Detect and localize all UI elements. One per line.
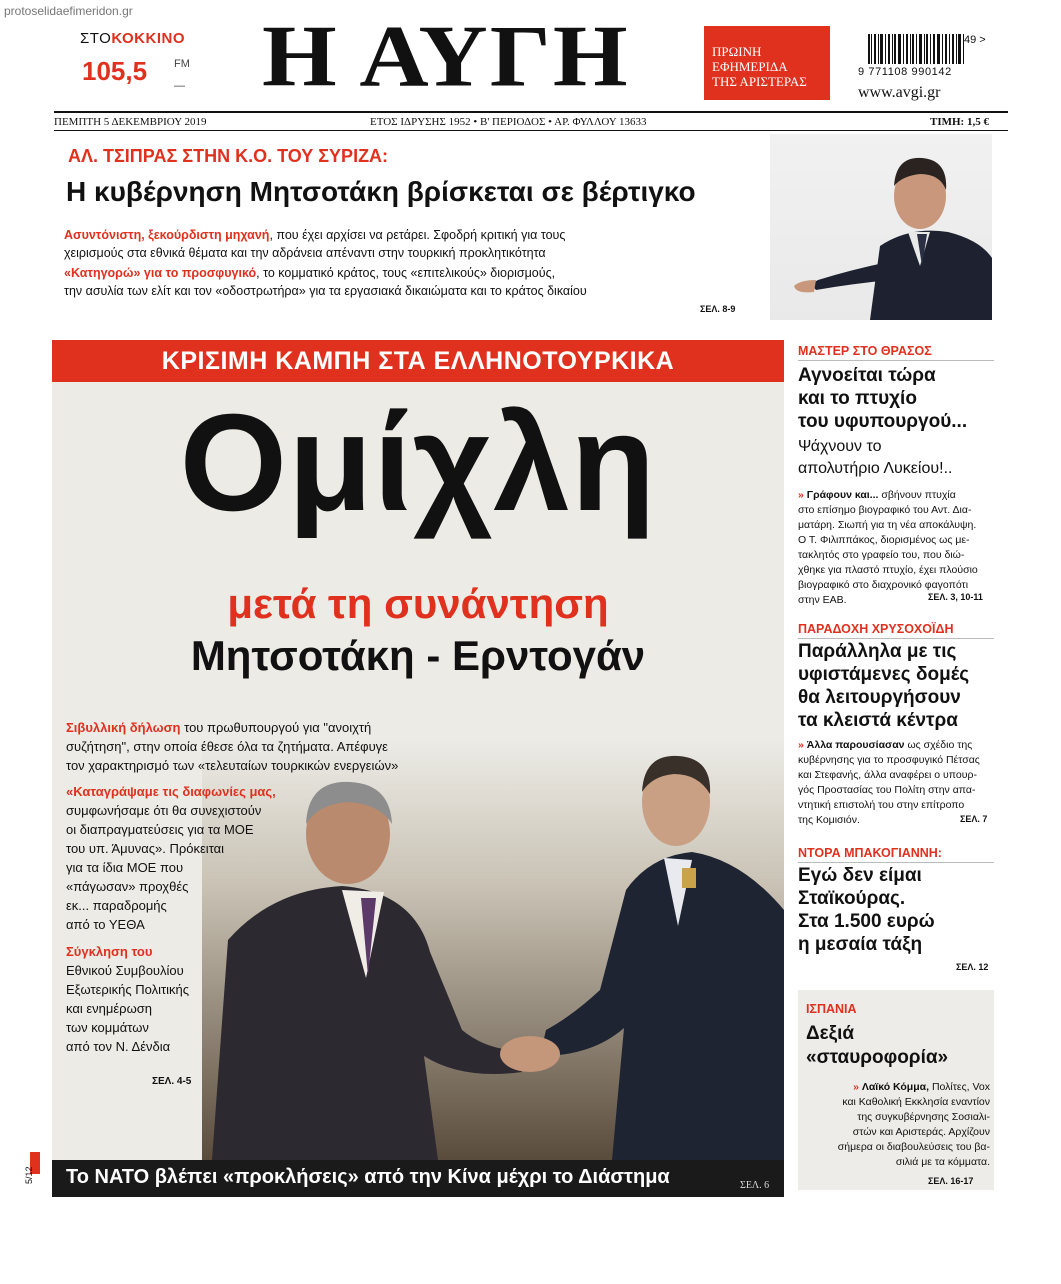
top-story-line: την ασυλία των ελίτ και τον «οδοστρωτήρα» για τα εργασιακά δικαιώματα και το κράτος δικαίου [64, 284, 587, 298]
dateline-rule [54, 130, 1008, 131]
lead-story-lead: Σύγκληση του [66, 944, 153, 959]
top-story-text: , το κομματικό κράτος, τους «επιτελικούς» διορισμούς, [256, 266, 556, 280]
sidebar-page: ΣΕΛ. 7 [960, 814, 988, 824]
sidebar-rule [798, 360, 994, 361]
radio-name-prefix: ΣΤΟ [80, 30, 112, 47]
sidebar-lead: Γράφουν και... [806, 489, 879, 501]
sidebar-body-line: χθηκε για πλαστό πτυχίο, έχει πλούσιο [798, 564, 978, 576]
lead-story-headline[interactable]: Ομίχλη [179, 386, 657, 540]
lead-story-subhead: Μητσοτάκη - Ερντογάν [190, 632, 646, 679]
sidebar-body-line: στο επίσημο βιογραφικό του Αντ. Δια- [798, 504, 972, 516]
sidebar-page: ΣΕΛ. 3, 10-11 [928, 592, 983, 602]
sidebar-text: ως σχέδιο της [904, 739, 973, 751]
sidebar-label: ΜΑΣΤΕΡ ΣΤΟ ΘΡΑΣΟΣ [798, 344, 932, 358]
sidebar-headline[interactable]: Σταϊκούρας. [798, 888, 906, 909]
issue-price: ΤΙΜΗ: 1,5 € [930, 116, 989, 128]
lead-story-line [66, 784, 276, 799]
lead-story-line: «πάγωσαν» προχθές [66, 879, 189, 894]
masthead-rule [54, 111, 1008, 113]
top-story-lead: «Κατηγορώ» για το προσφυγικό [64, 266, 257, 280]
sidebar-arrow-icon: » [798, 489, 804, 501]
radio-dash: — [174, 80, 185, 92]
top-story-page: ΣΕΛ. 8-9 [700, 304, 736, 314]
sidebar-body-line: στην ΕΑΒ. [798, 594, 847, 606]
issue-date: ΠΕΜΠΤΗ 5 ΔΕΚΕΜΒΡΙΟΥ 2019 [54, 116, 207, 128]
bottom-strip-page: ΣΕΛ. 6 [740, 1180, 770, 1191]
radio-frequency: 105,5 [82, 56, 148, 86]
top-story-headline[interactable]: Η κυβέρνηση Μητσοτάκη βρίσκεται σε βέρτιγκο [66, 176, 696, 207]
sidebar-body-line: Ο Τ. Φιλιππάκος, διορισμένος ως με- [798, 534, 970, 546]
sidebar-lead: Άλλα παρουσίασαν [806, 739, 905, 751]
sidebar-body-line: γός Προστασίας του Πολίτη στην απα- [798, 784, 976, 796]
tagline-line: ΠΡΩΙΝΗ [712, 44, 762, 59]
lead-story-line [66, 944, 152, 959]
sidebar-label: ΙΣΠΑΝΙΑ [806, 1002, 857, 1016]
lead-story-line: του υπ. Άμυνας». Πρόκειται [66, 841, 225, 856]
sidebar-body-line [806, 1080, 990, 1095]
top-story-kicker: ΑΛ. ΤΣΙΠΡΑΣ ΣΤΗΝ Κ.Ο. ΤΟΥ ΣΥΡΙΖΑ: [68, 146, 389, 166]
sidebar-lead: Λαϊκό Κόμμα, [861, 1081, 930, 1093]
sidebar-label: ΝΤΟΡΑ ΜΠΑΚΟΓΙΑΝΝΗ: [798, 846, 942, 860]
sidebar-body-line: και Στεφανής, άλλα αναφέρει ο υπουρ- [798, 769, 977, 781]
sidebar-headline[interactable]: η μεσαία τάξη [798, 934, 923, 955]
sidebar-body-line: σήμερα οι διαβουλεύσεις του βα- [837, 1141, 990, 1153]
sidebar-body-line: σιλιά με τα κόμματα. [895, 1156, 990, 1168]
radio-name [80, 30, 185, 47]
radio-band: FM [174, 58, 190, 70]
lead-story-line: οι διαπραγματεύσεις για τα ΜΟΕ [66, 822, 254, 837]
lead-story-lead: Σιβυλλική δήλωση [66, 720, 181, 735]
sidebar-headline[interactable]: Παράλληλα με τις [798, 641, 957, 662]
site-watermark: protoselidaefimeridon.gr [4, 4, 133, 18]
lead-story-line: εκ... παραδρομής [66, 898, 167, 913]
sidebar-headline[interactable]: Εγώ δεν είμαι [798, 865, 922, 886]
lead-story-line: Εθνικού Συμβουλίου [66, 963, 184, 978]
sidebar-headline[interactable]: «σταυροφορία» [806, 1047, 949, 1068]
lead-story-line: για τα ίδια ΜΟΕ που [66, 860, 184, 875]
lead-story-lead: «Καταγράψαμε τις διαφωνίες μας, [66, 784, 276, 799]
lead-story-line: από το ΥΕΘΑ [66, 917, 145, 932]
lead-story-line: Εξωτερικής Πολιτικής [66, 982, 190, 997]
lead-story-line: από τον Ν. Δένδια [66, 1039, 171, 1054]
sidebar-headline[interactable]: θα λειτουργήσουν [798, 687, 961, 708]
sidebar-body-line: της Κομισιόν. [798, 814, 860, 826]
sidebar-headline[interactable]: του υφυπουργού... [798, 411, 968, 432]
sidebar-page: ΣΕΛ. 12 [956, 962, 989, 972]
page-marker: 5/12 [24, 1166, 34, 1184]
sidebar-arrow-icon: » [798, 739, 804, 751]
top-story-line: χειρισμούς στα εθνικά θέματα και την αδράνεια απέναντι στην τουρκική προκλητικότητα [64, 246, 546, 260]
radio-promo [80, 30, 192, 48]
radio-name-accent: ΚΟΚΚΙΝΟ [111, 30, 185, 47]
sidebar-body-line: βιογραφικό στο διαχρονικό φαγοπότι [798, 579, 969, 591]
sidebar-body-line: της συγκυβέρνησης Σοσιαλι- [857, 1111, 990, 1123]
sidebar-body-line: στών και Αριστεράς. Αρχίζουν [852, 1126, 990, 1138]
sidebar-headline[interactable]: υφιστάμενες δομές [798, 664, 970, 685]
lead-story-line: των κομμάτων [66, 1020, 149, 1035]
lead-story-line: τον χαρακτηρισμό των «τελευταίων τουρκικών ενεργειών» [66, 758, 399, 773]
lead-story-line: συμφωνήσαμε ότι θα συνεχιστούν [66, 803, 262, 818]
barcode-issue: 49 > [964, 34, 986, 46]
sidebar-text: σβήνουν πτυχία [878, 489, 956, 501]
lead-story-kicker: ΚΡΙΣΙΜΗ ΚΑΜΠΗ ΣΤΑ ΕΛΛΗΝΟΤΟΥΡΚΙΚΑ [52, 340, 784, 382]
speaker-photo-illustration [770, 134, 992, 320]
tagline-box [704, 26, 830, 100]
sidebar-rule [798, 862, 994, 863]
sidebar-headline[interactable]: και το πτυχίο [798, 388, 917, 409]
sidebar-body-line: ματάρη. Σιωπή για τη νέα αποκάλυψη. [798, 519, 977, 531]
sidebar-body [798, 488, 994, 608]
sidebar-body-line: ντητική επιστολή του στην επίτροπο [798, 799, 965, 811]
sidebar-body-line [798, 738, 994, 753]
sidebar-page: ΣΕΛ. 16-17 [928, 1176, 974, 1186]
sidebar-rule [798, 638, 994, 639]
sidebar-subhead: απολυτήριο Λυκείου!.. [798, 460, 953, 477]
sidebar-label: ΠΑΡΑΔΟΧΗ ΧΡΥΣΟΧΟΪΔΗ [798, 622, 954, 636]
lead-story-subhead: μετά τη συνάντηση [227, 580, 609, 627]
sidebar-headline[interactable]: Αγνοείται τώρα [798, 365, 936, 386]
tagline-line: ΕΦΗΜΕΡΙΔΑ [712, 59, 788, 74]
sidebar-subhead: Ψάχνουν το [798, 438, 882, 455]
issue-number: ΕΤΟΣ ΙΔΡΥΣΗΣ 1952 • Β' ΠΕΡΙΟΔΟΣ • ΑΡ. ΦΥΛΛΟΥ 13633 [370, 116, 647, 128]
website-link[interactable]: www.avgi.gr [858, 84, 941, 101]
sidebar-text: Πολίτες, Vox [929, 1081, 990, 1093]
top-story-lead: Ασυντόνιστη, ξεκούρδιστη μηχανή [64, 228, 270, 242]
sidebar-headline[interactable]: τα κλειστά κέντρα [798, 710, 958, 731]
bottom-strip-headline[interactable]: Το ΝΑΤΟ βλέπει «προκλήσεις» από την Κίνα μέχρι το Διάστημα [66, 1166, 670, 1188]
speaker-photo [770, 134, 992, 320]
sidebar-headline[interactable]: Δεξιά [806, 1023, 855, 1044]
sidebar-body-line: τακλητός στο γραφείο του, που διώ- [798, 549, 965, 561]
top-story-text: , που έχει αρχίσει να ρετάρει. Σφοδρή κριτική για τους [269, 228, 566, 242]
sidebar-body-line: κυβέρνησης για το προσφυγικό Πέτσας [798, 754, 980, 766]
lead-story-line: και ενημέρωση [66, 1001, 152, 1016]
sidebar-arrow-icon: » [853, 1081, 859, 1093]
sidebar-body-line [798, 488, 994, 503]
lead-story-line: συζήτηση", στην οποία έθεσε όλα τα ζητήματα. Απέφυγε [66, 739, 388, 754]
sidebar-body [806, 1080, 990, 1170]
top-story-line [64, 266, 555, 280]
top-story-line [64, 228, 565, 242]
lead-story-page: ΣΕΛ. 4-5 [152, 1076, 192, 1087]
newspaper-title: Η ΑΥΓΗ [262, 6, 630, 105]
tagline-line: ΤΗΣ ΑΡΙΣΤΕΡΑΣ [712, 74, 807, 89]
barcode-digits: 9 771108 990142 [858, 66, 952, 78]
lead-story-line [66, 720, 371, 735]
sidebar-headline[interactable]: Στα 1.500 ευρώ [798, 911, 935, 932]
barcode-icon [868, 34, 976, 64]
lead-story-text: του πρωθυπουργού για "ανοιχτή [180, 720, 372, 735]
sidebar-body-line: και Καθολική Εκκλησία εναντίον [842, 1096, 990, 1108]
